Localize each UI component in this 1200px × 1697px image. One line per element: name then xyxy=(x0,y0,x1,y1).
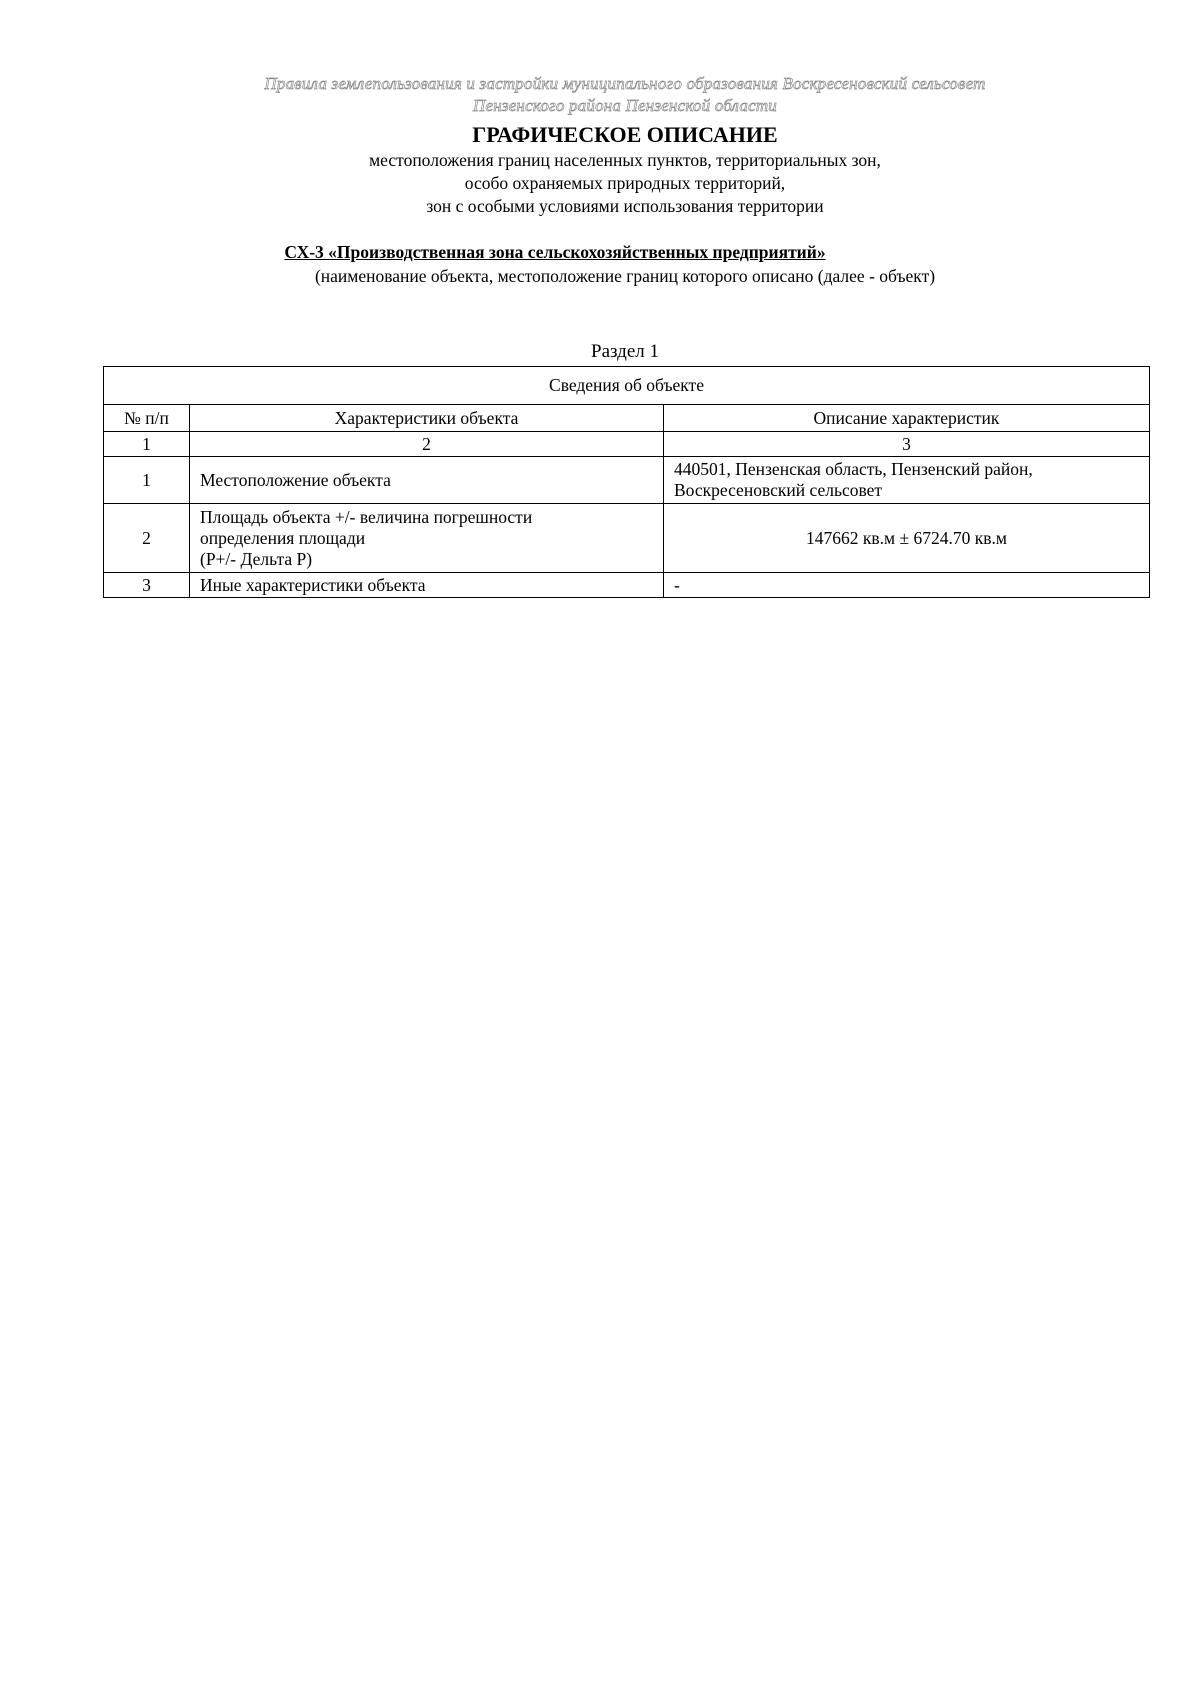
row-description-line: Воскресеновский сельсовет xyxy=(674,480,883,500)
subtitle-line-3: зон с особыми условиями использования территории xyxy=(426,196,824,216)
subtitle-line-1: местоположения границ населенных пунктов, территориальных зон, xyxy=(369,150,881,170)
column-number-2: 2 xyxy=(190,432,664,457)
row-characteristic xyxy=(190,504,664,573)
subtitle-line-2: особо охраняемых природных территорий, xyxy=(464,173,786,193)
row-description xyxy=(664,457,1150,504)
section-title: Раздел 1 xyxy=(591,341,659,362)
row-number: 1 xyxy=(104,457,190,504)
row-description: - xyxy=(664,573,1150,598)
row-characteristic-line: (P+/- Дельта P) xyxy=(200,548,313,569)
row-characteristic-line: определения площади xyxy=(200,527,366,548)
header-note-line-2: Пензенского района Пензенской области xyxy=(473,96,777,115)
row-description: 147662 кв.м ± 6724.70 кв.м xyxy=(664,504,1150,573)
table-header-row xyxy=(104,405,1150,432)
table-row xyxy=(104,504,1150,573)
object-name: СХ-3 «Производственная зона сельскохозяйственных предприятий» xyxy=(284,242,826,262)
header-number: № п/п xyxy=(104,405,190,432)
row-number: 3 xyxy=(104,573,190,598)
row-characteristic-line: Площадь объекта +/- величина погрешности xyxy=(200,506,533,527)
row-description-line: 440501, Пензенская область, Пензенский район, xyxy=(674,459,1033,479)
table-row xyxy=(104,573,1150,598)
header-note-line-1: Правила землепользования и застройки муниципального образования Воскресеновский сельсовет xyxy=(264,74,986,93)
header-description: Описание характеристик xyxy=(664,405,1150,432)
column-number-3: 3 xyxy=(664,432,1150,457)
object-info-table xyxy=(103,366,1150,598)
object-name-block xyxy=(100,241,1150,263)
table-caption: Сведения об объекте xyxy=(104,367,1150,405)
row-characteristic: Местоположение объекта xyxy=(190,457,664,504)
document-title: ГРАФИЧЕСКОЕ ОПИСАНИЕ xyxy=(472,122,778,147)
row-number: 2 xyxy=(104,504,190,573)
table-row xyxy=(104,457,1150,504)
row-characteristic: Иные характеристики объекта xyxy=(190,573,664,598)
table-caption-row xyxy=(104,367,1150,405)
header-characteristics: Характеристики объекта xyxy=(190,405,664,432)
table-column-number-row xyxy=(104,432,1150,457)
object-caption: (наименование объекта, местоположение границ которого описано (далее - объект) xyxy=(314,266,936,286)
column-number-1: 1 xyxy=(104,432,190,457)
